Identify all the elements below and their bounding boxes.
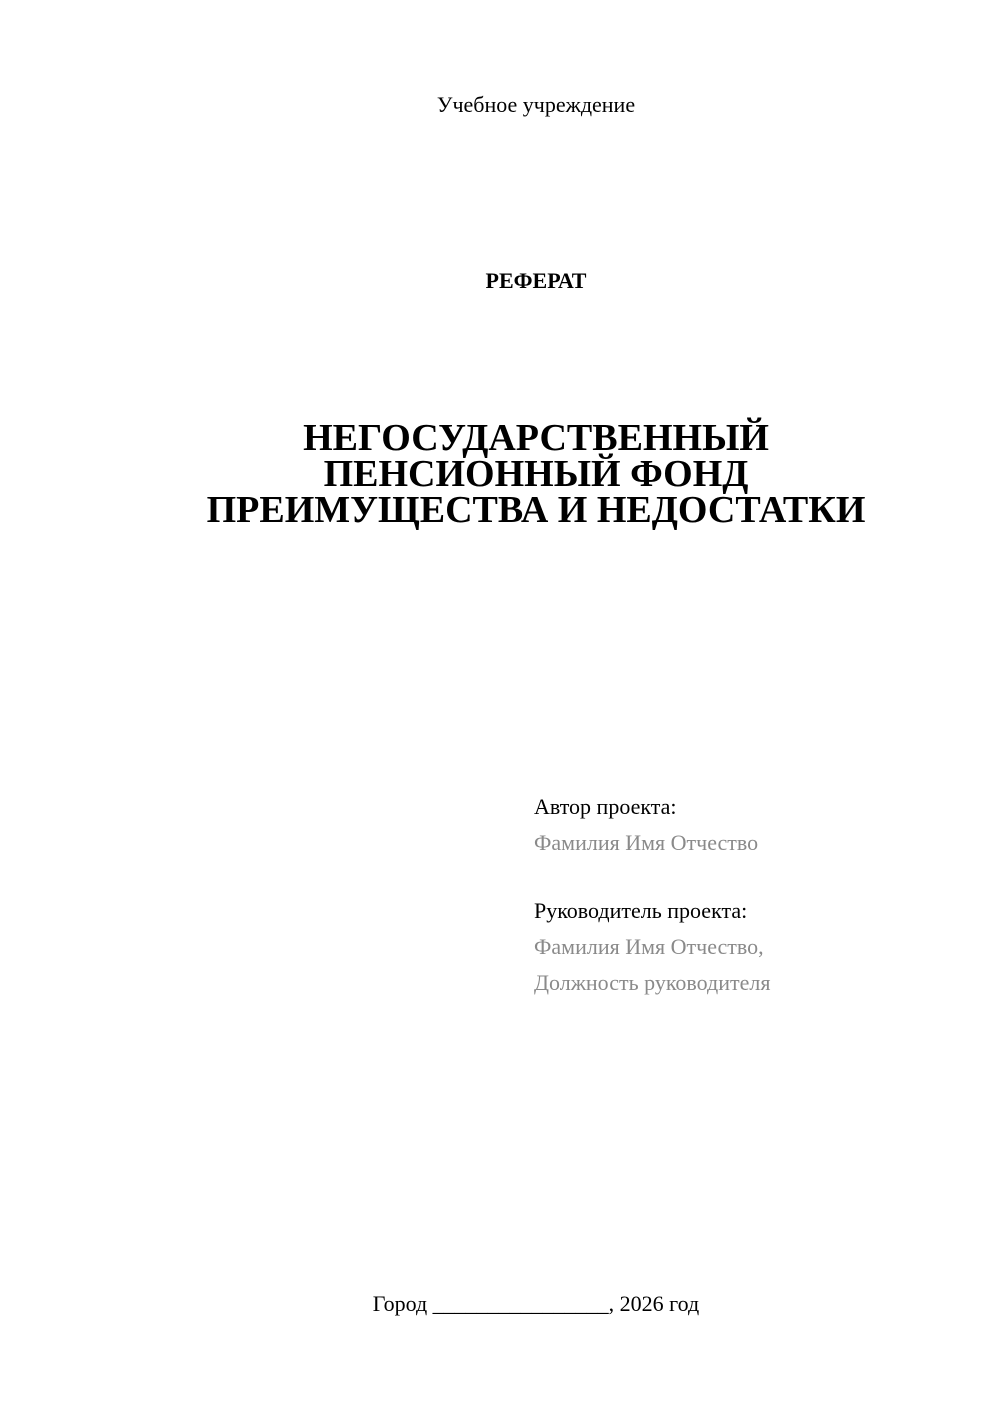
author-label: Автор проекта: (534, 794, 677, 819)
supervisor-name: Фамилия Имя Отчество, (534, 934, 764, 959)
title-line-1: НЕГОСУДАРСТВЕННЫЙ (303, 417, 769, 459)
title-line-2: ПЕНСИОННЫЙ ФОНД (323, 453, 749, 495)
institution-name: Учебное учреждение (436, 92, 636, 117)
report-title (0, 417, 1000, 531)
city-year-line: Город ________________, 2026 год (372, 1291, 700, 1316)
title-line-3: ПРЕИМУЩЕСТВА И НЕДОСТАТКИ (206, 489, 866, 531)
supervisor-position: Должность руководителя (534, 970, 771, 995)
credits-spacer (534, 861, 770, 893)
supervisor-label: Руководитель проекта: (534, 898, 748, 923)
author-name: Фамилия Имя Отчество (534, 830, 759, 855)
document-type: РЕФЕРАТ (485, 268, 587, 293)
credits-block (534, 789, 770, 1001)
